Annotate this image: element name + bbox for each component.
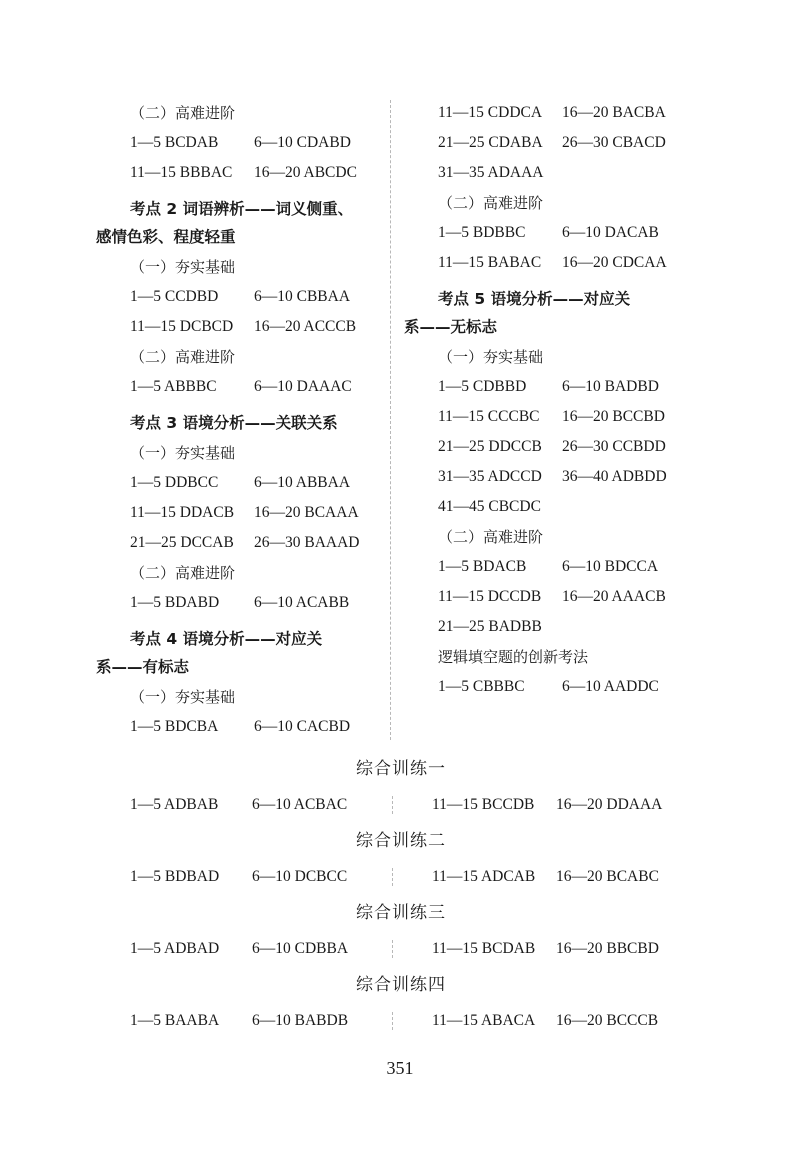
topic-heading-continued: 系——无标志 <box>404 318 498 336</box>
answer-row <box>96 498 386 528</box>
section-title: 综合训练二 <box>356 831 446 851</box>
topic-heading: 考点 3 语境分析——关联关系 <box>130 414 338 432</box>
answer-group: 1—5 BDCBA <box>130 718 219 735</box>
answer-group: 31—35 ADAAA <box>438 164 544 181</box>
subsection-label: （一）夯实基础 <box>130 444 236 462</box>
answer-row <box>404 552 704 582</box>
subsection-label: （二）高难进阶 <box>130 104 236 122</box>
subsection-label: （二）高难进阶 <box>438 528 544 546</box>
answer-group: 16—20 BACBA <box>562 104 666 121</box>
answer-group: 11—15 ADCAB <box>432 868 536 885</box>
answer-group: 16—20 DDAAA <box>556 796 663 813</box>
answer-group: 1—5 ADBAD <box>130 940 220 957</box>
answer-row <box>404 128 704 158</box>
section-title: 综合训练一 <box>356 759 446 779</box>
answer-group: 11—15 BABAC <box>438 254 542 271</box>
answer-row <box>96 312 386 342</box>
answer-group: 6—10 CDABD <box>254 134 351 151</box>
answer-group: 6—10 DAAAC <box>254 378 352 395</box>
answer-row <box>96 1002 706 1040</box>
answer-row <box>404 672 704 702</box>
page-number: 351 <box>386 1058 414 1078</box>
answer-group: 16—20 BBCBD <box>556 940 659 957</box>
answer-row <box>404 158 704 188</box>
topic-heading: 考点 2 词语辨析——词义侧重、 <box>130 200 354 218</box>
answer-group: 21—25 DCCAB <box>130 534 234 551</box>
topic-heading-continued: 系——有标志 <box>96 658 190 676</box>
answer-group: 6—10 AADDC <box>562 678 659 695</box>
answer-group: 1—5 BDABD <box>130 594 220 611</box>
answer-group: 6—10 CACBD <box>254 718 351 735</box>
answer-group: 31—35 ADCCD <box>438 468 542 485</box>
answer-row <box>96 128 386 158</box>
answer-row <box>96 786 706 824</box>
answer-group: 1—5 BCDAB <box>130 134 219 151</box>
answer-group: 6—10 CDBBA <box>252 940 349 957</box>
section-title: 综合训练四 <box>356 975 446 995</box>
answer-row <box>96 372 386 402</box>
topic-heading: 考点 5 语境分析——对应关 <box>438 290 631 308</box>
answer-group: 1—5 BAABA <box>130 1012 220 1029</box>
subsection-label: （一）夯实基础 <box>438 348 544 366</box>
answer-group: 1—5 BDBAD <box>130 868 220 885</box>
answer-group: 16—20 ACCCB <box>254 318 357 335</box>
answer-row <box>404 612 704 642</box>
answer-row <box>96 468 386 498</box>
answer-group: 16—20 BCAAA <box>254 504 359 521</box>
answer-group: 11—15 BCDAB <box>432 940 536 957</box>
answer-group: 11—15 CCCBC <box>438 408 540 425</box>
answer-group: 16—20 BCCCB <box>556 1012 659 1029</box>
training-section-4 <box>96 968 706 1040</box>
answer-row <box>404 402 704 432</box>
subsection-label: （二）高难进阶 <box>438 194 544 212</box>
answer-row <box>96 588 386 618</box>
answer-group: 6—10 ABBAA <box>254 474 351 491</box>
answer-group: 11—15 ABACA <box>432 1012 536 1029</box>
subsection-label: （二）高难进阶 <box>130 348 236 366</box>
answer-row <box>96 712 386 742</box>
answer-group: 6—10 DCBCC <box>252 868 348 885</box>
answer-group: 1—5 DDBCC <box>130 474 219 491</box>
subsection-label: （一）夯实基础 <box>130 258 236 276</box>
topic-heading-continued: 感情色彩、程度轻重 <box>96 228 236 246</box>
answer-group: 21—25 BADBB <box>438 618 542 635</box>
answer-group: 11—15 DCBCD <box>130 318 234 335</box>
answer-group: 21—25 CDABA <box>438 134 543 151</box>
answer-group: 11—15 DDACB <box>130 504 235 521</box>
training-section-3 <box>96 896 706 968</box>
answer-group: 11—15 BBBAC <box>130 164 233 181</box>
answer-group: 1—5 CDBBD <box>438 378 527 395</box>
answer-row <box>404 98 704 128</box>
answer-group: 26—30 CBACD <box>562 134 666 151</box>
answer-row <box>404 462 704 492</box>
answer-row <box>404 582 704 612</box>
topic-heading: 考点 4 语境分析——对应关 <box>130 630 323 648</box>
answer-group: 26—30 CCBDD <box>562 438 666 455</box>
answer-group: 1—5 ADBAB <box>130 796 219 813</box>
answer-group: 6—10 DACAB <box>562 224 659 241</box>
answer-group: 6—10 BDCCA <box>562 558 659 575</box>
training-section-1 <box>96 752 706 824</box>
answer-row <box>404 248 704 278</box>
answer-group: 21—25 DDCCB <box>438 438 542 455</box>
answer-group: 26—30 BAAAD <box>254 534 360 551</box>
answer-group: 6—10 ACABB <box>254 594 350 611</box>
answer-row <box>96 528 386 558</box>
answer-group: 6—10 BABDB <box>252 1012 349 1029</box>
training-section-2 <box>96 824 706 896</box>
subsection-label: （二）高难进阶 <box>130 564 236 582</box>
answer-group: 6—10 CBBAA <box>254 288 351 305</box>
subsection-label: 逻辑填空题的创新考法 <box>438 648 589 666</box>
answer-row <box>404 218 704 248</box>
subsection-label: （一）夯实基础 <box>130 688 236 706</box>
answer-group: 11—15 BCCDB <box>432 796 535 813</box>
answer-group: 11—15 CDDCA <box>438 104 543 121</box>
answer-group: 1—5 BDBBC <box>438 224 526 241</box>
answer-group: 1—5 ABBBC <box>130 378 217 395</box>
answer-group: 16—20 ABCDC <box>254 164 357 181</box>
answer-group: 6—10 BADBD <box>562 378 659 395</box>
answer-row <box>96 158 386 188</box>
answer-group: 11—15 DCCDB <box>438 588 542 605</box>
answer-group: 16—20 AAACB <box>562 588 666 605</box>
answer-row <box>404 432 704 462</box>
right-column <box>404 98 704 702</box>
answer-group: 16—20 CDCAA <box>562 254 667 271</box>
answer-group: 1—5 CBBBC <box>438 678 525 695</box>
answer-row <box>96 858 706 896</box>
answer-group: 1—5 CCDBD <box>130 288 219 305</box>
answer-group: 1—5 BDACB <box>438 558 527 575</box>
answer-group: 36—40 ADBDD <box>562 468 667 485</box>
section-title: 综合训练三 <box>356 903 446 923</box>
answer-group: 41—45 CBCDC <box>438 498 541 515</box>
answer-group: 16—20 BCABC <box>556 868 659 885</box>
answer-row <box>96 930 706 968</box>
answer-group: 16—20 BCCBD <box>562 408 665 425</box>
answer-group: 6—10 ACBAC <box>252 796 348 813</box>
left-column <box>96 98 386 742</box>
answer-row <box>96 282 386 312</box>
answer-row <box>404 492 704 522</box>
answer-row <box>404 372 704 402</box>
column-divider <box>390 100 391 740</box>
